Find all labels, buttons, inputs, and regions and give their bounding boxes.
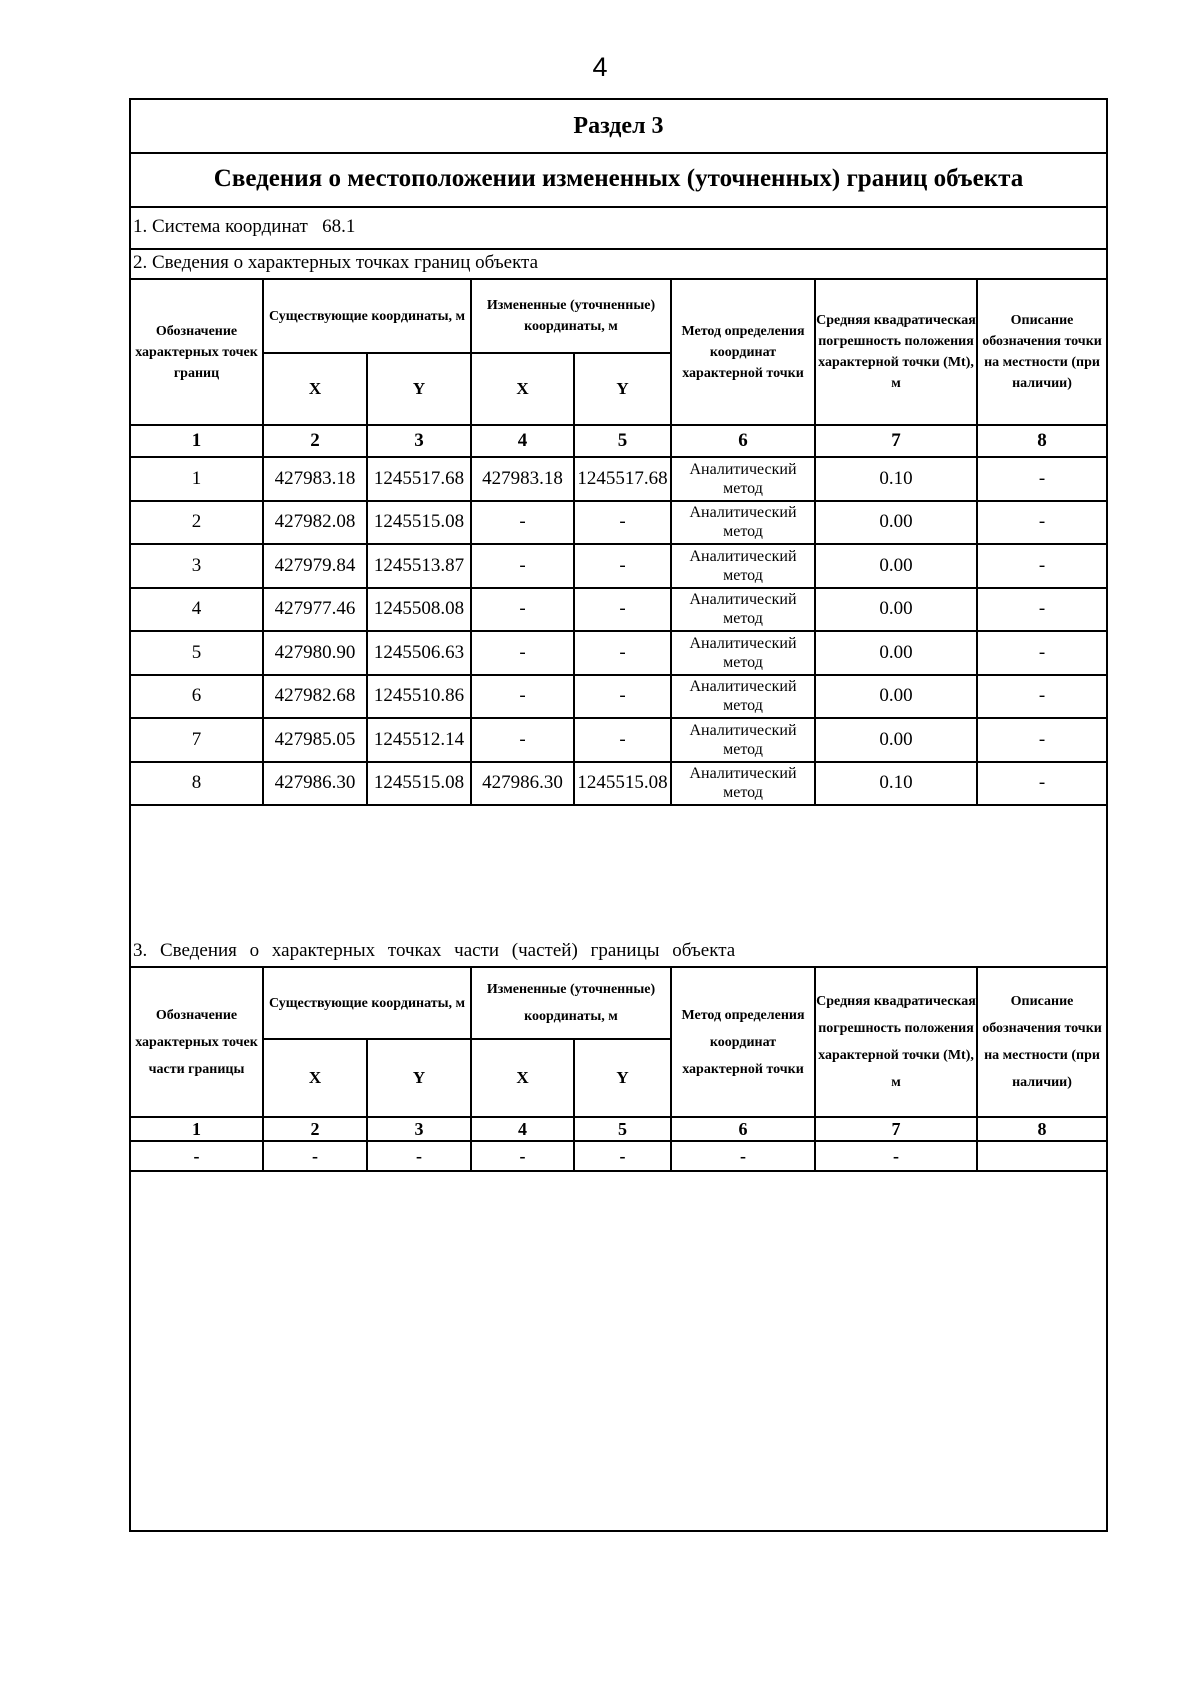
part-boundary-points-table — [131, 966, 1106, 1172]
changed-x: 427983.18 — [471, 457, 574, 501]
mean-square-error: 0.00 — [815, 501, 977, 545]
existing-y: 1245506.63 — [367, 631, 471, 675]
changed-y: 1245515.08 — [574, 762, 671, 806]
header-description: Описание обозначения точки на местности (при наличии) — [977, 967, 1106, 1117]
method: Аналитический метод — [671, 762, 815, 806]
mean-square-error: 0.00 — [815, 544, 977, 588]
table-row — [131, 675, 1106, 719]
point-description: - — [977, 457, 1106, 501]
table-cell: - — [574, 1141, 671, 1171]
point-number: 7 — [131, 718, 263, 762]
header-changed: Измененные (уточненные) координаты, м — [471, 279, 671, 353]
document-frame — [129, 98, 1108, 1532]
existing-x: 427977.46 — [263, 588, 367, 632]
column-number: 5 — [574, 1117, 671, 1141]
header-changed-x: X — [471, 353, 574, 425]
header-changed: Измененные (уточненные) координаты, м — [471, 967, 671, 1039]
changed-x: - — [471, 675, 574, 719]
point-description: - — [977, 631, 1106, 675]
column-numbers-row — [131, 425, 1106, 457]
header-error: Средняя квадратическая погрешность положения характерной точки (Mt), м — [815, 967, 977, 1117]
page-number: 4 — [592, 52, 608, 82]
changed-x: - — [471, 544, 574, 588]
column-number: 6 — [671, 425, 815, 457]
coordinate-system — [131, 206, 1106, 250]
existing-x: 427985.05 — [263, 718, 367, 762]
point-number: 3 — [131, 544, 263, 588]
changed-y: - — [574, 675, 671, 719]
point-number: 1 — [131, 457, 263, 501]
mean-square-error: 0.00 — [815, 588, 977, 632]
header-existing: Существующие координаты, м — [263, 279, 471, 353]
point-number: 8 — [131, 762, 263, 806]
table-cell: - — [367, 1141, 471, 1171]
changed-x: - — [471, 631, 574, 675]
existing-y: 1245513.87 — [367, 544, 471, 588]
section-title: Раздел 3 — [131, 100, 1106, 154]
header-changed-y: Y — [574, 1039, 671, 1117]
changed-y: - — [574, 544, 671, 588]
table-cell: - — [263, 1141, 367, 1171]
changed-y: - — [574, 718, 671, 762]
existing-y: 1245515.08 — [367, 501, 471, 545]
table-cell: - — [131, 1141, 263, 1171]
header-changed-y: Y — [574, 353, 671, 425]
column-number: 4 — [471, 1117, 574, 1141]
table-row — [131, 457, 1106, 501]
changed-x: - — [471, 501, 574, 545]
changed-x: - — [471, 718, 574, 762]
point-description: - — [977, 762, 1106, 806]
existing-y: 1245515.08 — [367, 762, 471, 806]
existing-x: 427979.84 — [263, 544, 367, 588]
header-description: Описание обозначения точки на местности (при наличии) — [977, 279, 1106, 425]
table-row — [131, 718, 1106, 762]
point-number: 5 — [131, 631, 263, 675]
header-method: Метод определения координат характерной точки — [671, 279, 815, 425]
table-row — [131, 544, 1106, 588]
changed-x: - — [471, 588, 574, 632]
changed-y: 1245517.68 — [574, 457, 671, 501]
header-changed-x: X — [471, 1039, 574, 1117]
method: Аналитический метод — [671, 718, 815, 762]
mean-square-error: 0.00 — [815, 631, 977, 675]
existing-x: 427982.08 — [263, 501, 367, 545]
point-description: - — [977, 718, 1106, 762]
column-number: 5 — [574, 425, 671, 457]
method: Аналитический метод — [671, 544, 815, 588]
table-row — [131, 631, 1106, 675]
coordinate-system-label: 1. Система координат — [133, 216, 308, 237]
header-method: Метод определения координат характерной точки — [671, 967, 815, 1117]
boundary-points-table — [131, 278, 1106, 806]
header-existing-y: Y — [367, 353, 471, 425]
column-number: 6 — [671, 1117, 815, 1141]
column-number: 7 — [815, 425, 977, 457]
header-existing-x: X — [263, 353, 367, 425]
document-heading: Сведения о местоположении измененных (уточненных) границ объекта — [131, 152, 1106, 208]
existing-x: 427983.18 — [263, 457, 367, 501]
method: Аналитический метод — [671, 675, 815, 719]
header-existing-y: Y — [367, 1039, 471, 1117]
column-number: 3 — [367, 425, 471, 457]
point-number: 6 — [131, 675, 263, 719]
table-cell — [977, 1141, 1106, 1171]
column-number: 7 — [815, 1117, 977, 1141]
point-number: 2 — [131, 501, 263, 545]
changed-y: - — [574, 588, 671, 632]
method: Аналитический метод — [671, 631, 815, 675]
coordinate-system-value: 68.1 — [322, 216, 356, 237]
table-row — [131, 588, 1106, 632]
mean-square-error: 0.10 — [815, 457, 977, 501]
column-numbers-row — [131, 1117, 1106, 1141]
point-description: - — [977, 501, 1106, 545]
existing-x: 427982.68 — [263, 675, 367, 719]
point-description: - — [977, 588, 1106, 632]
column-number: 4 — [471, 425, 574, 457]
existing-y: 1245517.68 — [367, 457, 471, 501]
table-cell: - — [471, 1141, 574, 1171]
column-number: 1 — [131, 425, 263, 457]
header-error: Средняя квадратическая погрешность положения характерной точки (Mt), м — [815, 279, 977, 425]
table-row — [131, 1141, 1106, 1171]
column-number: 2 — [263, 1117, 367, 1141]
existing-x: 427986.30 — [263, 762, 367, 806]
mean-square-error: 0.00 — [815, 718, 977, 762]
method: Аналитический метод — [671, 457, 815, 501]
table-cell: - — [671, 1141, 815, 1171]
column-number: 8 — [977, 425, 1106, 457]
existing-y: 1245512.14 — [367, 718, 471, 762]
point-number: 4 — [131, 588, 263, 632]
header-existing-x: X — [263, 1039, 367, 1117]
method: Аналитический метод — [671, 501, 815, 545]
existing-x: 427980.90 — [263, 631, 367, 675]
header-designation: Обозначение характерных точек границ — [131, 279, 263, 425]
existing-y: 1245508.08 — [367, 588, 471, 632]
column-number: 1 — [131, 1117, 263, 1141]
table2-title: 3. Сведения о характерных точках части (частей) границы объекта — [131, 936, 1106, 968]
column-number: 2 — [263, 425, 367, 457]
point-description: - — [977, 675, 1106, 719]
method: Аналитический метод — [671, 588, 815, 632]
header-existing: Существующие координаты, м — [263, 967, 471, 1039]
column-number: 3 — [367, 1117, 471, 1141]
changed-x: 427986.30 — [471, 762, 574, 806]
column-number: 8 — [977, 1117, 1106, 1141]
header-designation: Обозначение характерных точек части границы — [131, 967, 263, 1117]
changed-y: - — [574, 631, 671, 675]
table-row — [131, 762, 1106, 806]
table-cell: - — [815, 1141, 977, 1171]
mean-square-error: 0.10 — [815, 762, 977, 806]
point-description: - — [977, 544, 1106, 588]
table1-title: 2. Сведения о характерных точках границ объекта — [131, 248, 1106, 280]
existing-y: 1245510.86 — [367, 675, 471, 719]
changed-y: - — [574, 501, 671, 545]
mean-square-error: 0.00 — [815, 675, 977, 719]
table-row — [131, 501, 1106, 545]
